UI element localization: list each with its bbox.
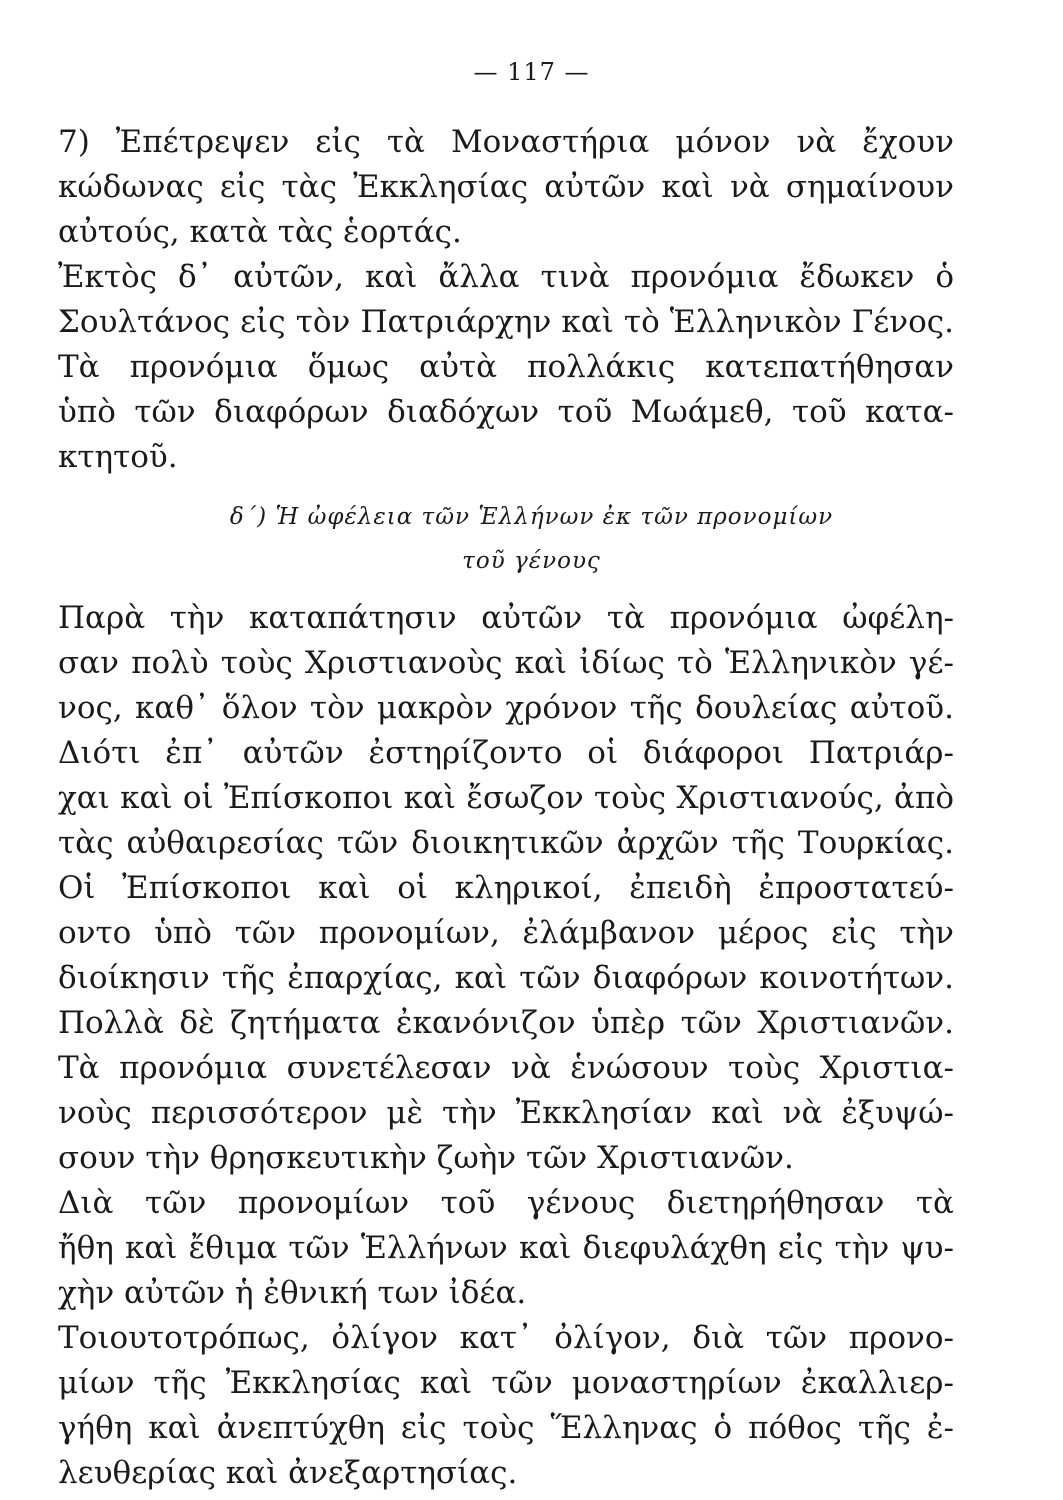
text-line: χαι καὶ οἱ Ἐπίσκοποι καὶ ἔσωζον τοὺς Χριστιανούς, ἀπὸ bbox=[58, 780, 954, 816]
text-line: νοὺς περισσότερον μὲ τὴν Ἐκκλησίαν καὶ νὰ ἐξυψώ- bbox=[58, 1095, 954, 1131]
text-line: ἤθη καὶ ἔθιμα τῶν Ἑλλήνων καὶ διεφυλάχθη εἰς τὴν ψυ- bbox=[58, 1230, 954, 1266]
text-line: σουν τὴν θρησκευτικὴν ζωὴν τῶν Χριστιανῶν. bbox=[58, 1140, 794, 1176]
text-line: Διὰ τῶν προνομίων τοῦ γένους διετηρήθησαν τὰ bbox=[58, 1185, 954, 1221]
text-line: κώδωνας εἰς τὰς Ἐκκλησίας αὐτῶν καὶ νὰ σημαίνουν bbox=[58, 169, 954, 205]
text-line: μίων τῆς Ἐκκλησίας καὶ τῶν μοναστηρίων ἐκαλλιερ- bbox=[58, 1365, 954, 1401]
text-line: γήθη καὶ ἀνεπτύχθη εἰς τοὺς Ἕλληνας ὁ πόθος τῆς ἐ- bbox=[58, 1410, 954, 1446]
text-line: Ἐκτὸς δ᾿ αὐτῶν, καὶ ἄλλα τινὰ προνόμια ἔδωκεν ὁ bbox=[58, 259, 954, 295]
text-line: αὐτούς, κατὰ τὰς ἑορτάς. bbox=[58, 214, 462, 250]
text-line: Τὰ προνόμια ὅμως αὐτὰ πολλάκις κατεπατήθησαν bbox=[58, 349, 954, 385]
text-line: Τοιουτοτρόπως, ὀλίγον κατ᾿ ὀλίγον, διὰ τῶν προνο- bbox=[58, 1320, 954, 1356]
text-line: Οἱ Ἐπίσκοποι καὶ οἱ κληρικοί, ἐπειδὴ ἐπροστατεύ- bbox=[58, 870, 954, 906]
section-heading: τοῦ γένους bbox=[462, 548, 601, 574]
text-line: χὴν αὐτῶν ἡ ἐθνική των ἰδέα. bbox=[58, 1275, 527, 1311]
text-line: σαν πολὺ τοὺς Χριστιανοὺς καὶ ἰδίως τὸ Ἑλληνικὸν γέ- bbox=[58, 645, 954, 681]
text-line: λευθερίας καὶ ἀνεξαρτησίας. bbox=[58, 1455, 518, 1491]
text-line: ὑπὸ τῶν διαφόρων διαδόχων τοῦ Μωάμεθ, τοῦ κατα- bbox=[58, 394, 954, 430]
text-line: 7) Ἐπέτρεψεν εἰς τὰ Μοναστήρια μόνον νὰ ἔχουν bbox=[58, 124, 954, 160]
text-line: διοίκησιν τῆς ἐπαρχίας, καὶ τῶν διαφόρων κοινοτήτων. bbox=[58, 960, 954, 996]
text-line: οντο ὑπὸ τῶν προνομίων, ἐλάμβανον μέρος εἰς τὴν bbox=[58, 915, 954, 951]
text-line: νος, καθ᾿ ὅλον τὸν μακρὸν χρόνον τῆς δουλείας αὐτοῦ. bbox=[58, 690, 954, 726]
page-number: — 117 — bbox=[473, 58, 590, 86]
text-line: Σουλτάνος εἰς τὸν Πατριάρχην καὶ τὸ Ἑλληνικὸν Γένος. bbox=[58, 304, 954, 340]
section-heading: δ΄) Ἡ ὠφέλεια τῶν Ἑλλήνων ἐκ τῶν προνομίων bbox=[229, 504, 834, 530]
text-line: Διότι ἐπ᾿ αὐτῶν ἐστηρίζοντο οἱ διάφοροι Πατριάρ- bbox=[58, 735, 954, 771]
text-line: τὰς αὐθαιρεσίας τῶν διοικητικῶν ἀρχῶν τῆς Τουρκίας. bbox=[58, 825, 954, 861]
text-line: Πολλὰ δὲ ζητήματα ἐκανόνιζον ὑπὲρ τῶν Χριστιανῶν. bbox=[58, 1005, 954, 1041]
text-line: Παρὰ τὴν καταπάτησιν αὐτῶν τὰ προνόμια ὠφέλη- bbox=[58, 600, 954, 636]
text-line: Τὰ προνόμια συνετέλεσαν νὰ ἑνώσουν τοὺς Χριστια- bbox=[58, 1050, 954, 1086]
text-line: κτητοῦ. bbox=[58, 439, 178, 475]
